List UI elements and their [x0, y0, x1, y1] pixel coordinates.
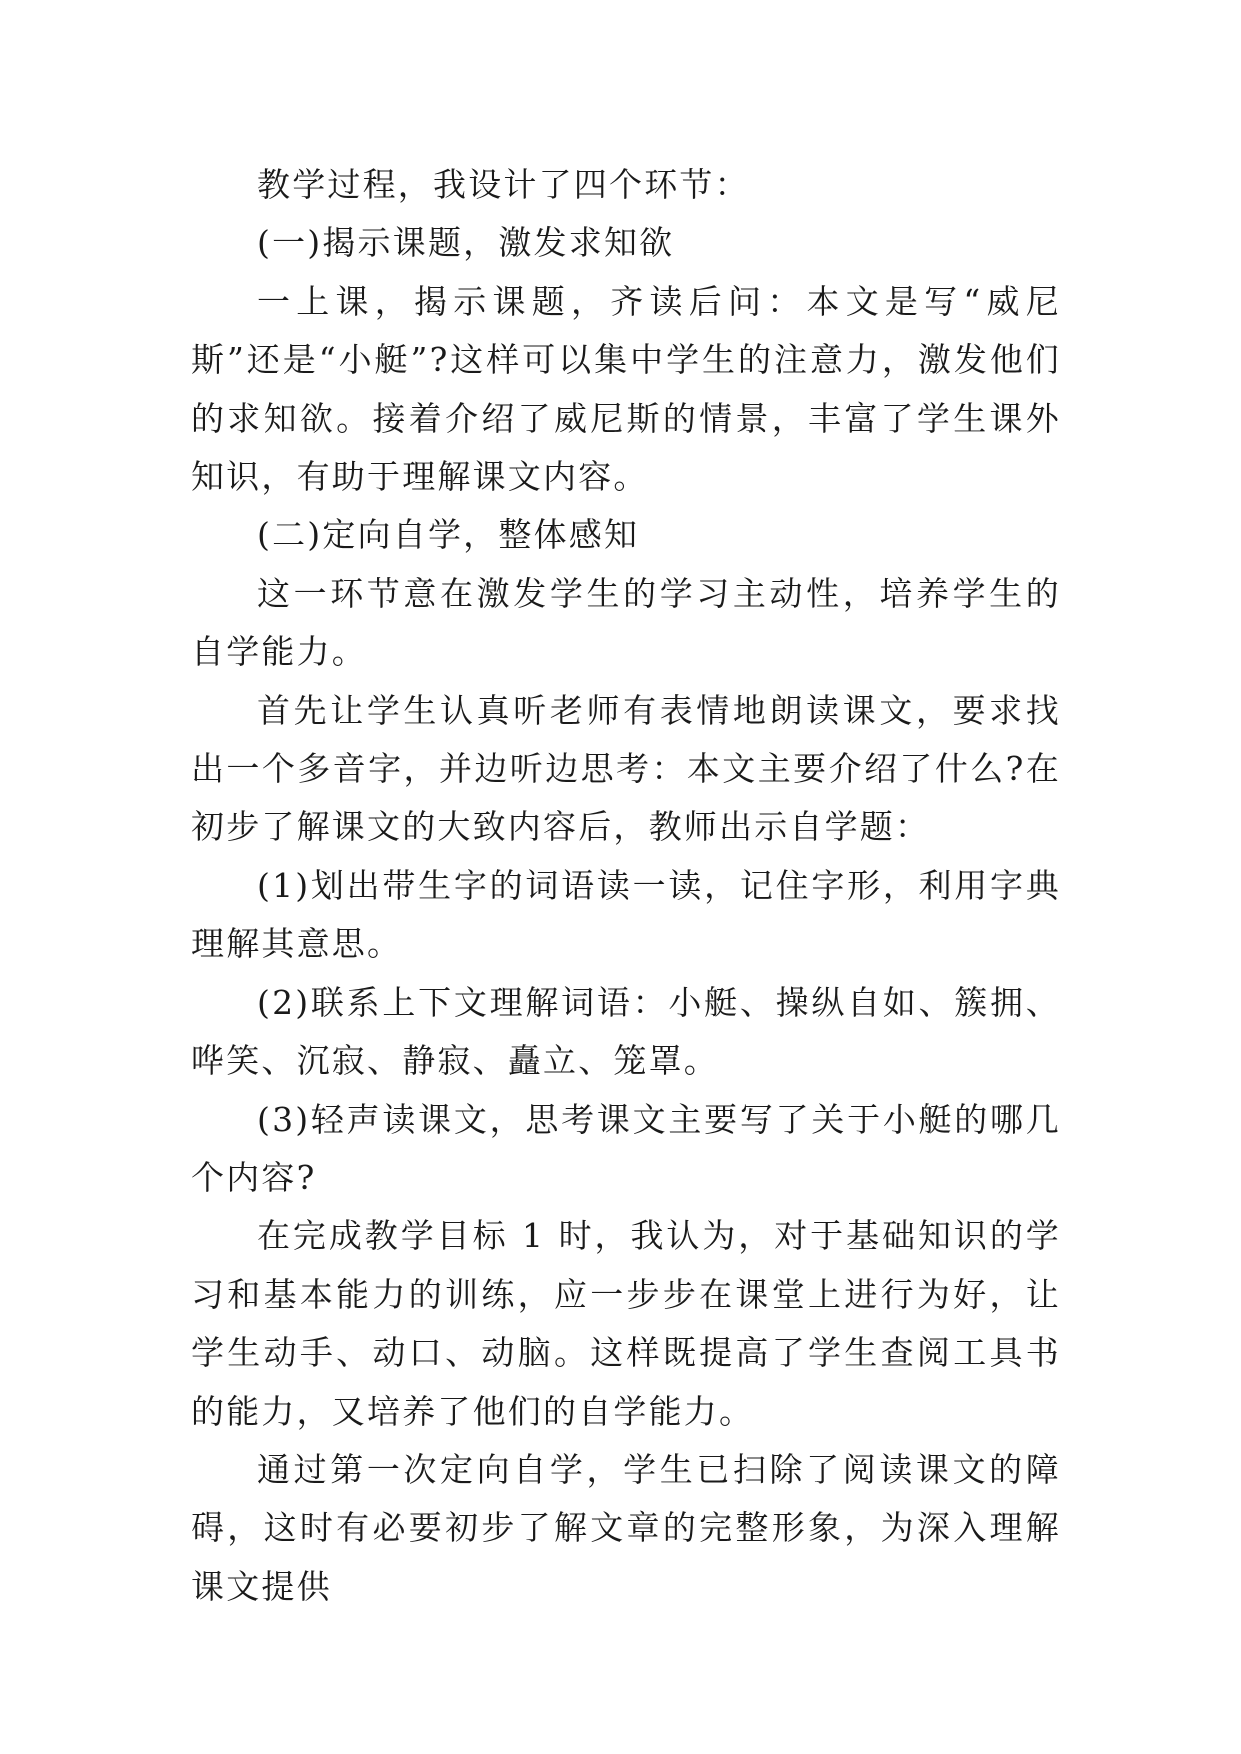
list-item: (3)轻声读课文，思考课文主要写了关于小艇的哪几个内容? [191, 1099, 1061, 1197]
section-heading-2: (二)定向自学，整体感知 [257, 515, 640, 555]
paragraph: 首先让学生认真听老师有表情地朗读课文，要求找出一个多音字，并边听边思考：本文主要介绍了什么?在初步了解课文的大致内容后，教师出示自学题： [191, 690, 1061, 847]
paragraph-intro: 教学过程，我设计了四个环节： [257, 165, 750, 204]
paragraph: 一上课，揭示课题，齐读后问：本文是写“威尼斯”还是“小艇”?这样可以集中学生的注意力，激发他们的求知欲。接着介绍了威尼斯的情景，丰富了学生课外知识，有助于理解课文内容。 [191, 281, 1061, 497]
document-body [191, 156, 1061, 1616]
list-item: (1)划出带生字的词语读一读，记住字形，利用字典理解其意思。 [191, 865, 1061, 964]
paragraph: 通过第一次定向自学，学生已扫除了阅读课文的障碍，这时有必要初步了解文章的完整形象，为深入理解课文提供 [191, 1449, 1061, 1606]
section-heading-1: (一)揭示课题，激发求知欲 [257, 223, 675, 263]
list-item: (2)联系上下文理解词语：小艇、操纵自如、簇拥、哗笑、沉寂、静寂、矗立、笼罩。 [191, 982, 1061, 1081]
paragraph: 在完成教学目标 1 时，我认为，对于基础知识的学习和基本能力的训练，应一步步在课堂上进行为好，让学生动手、动口、动脑。这样既提高了学生查阅工具书的能力，又培养了他们的自学能力。 [191, 1216, 1061, 1431]
paragraph: 这一环节意在激发学生的学习主动性，培养学生的自学能力。 [191, 573, 1061, 672]
